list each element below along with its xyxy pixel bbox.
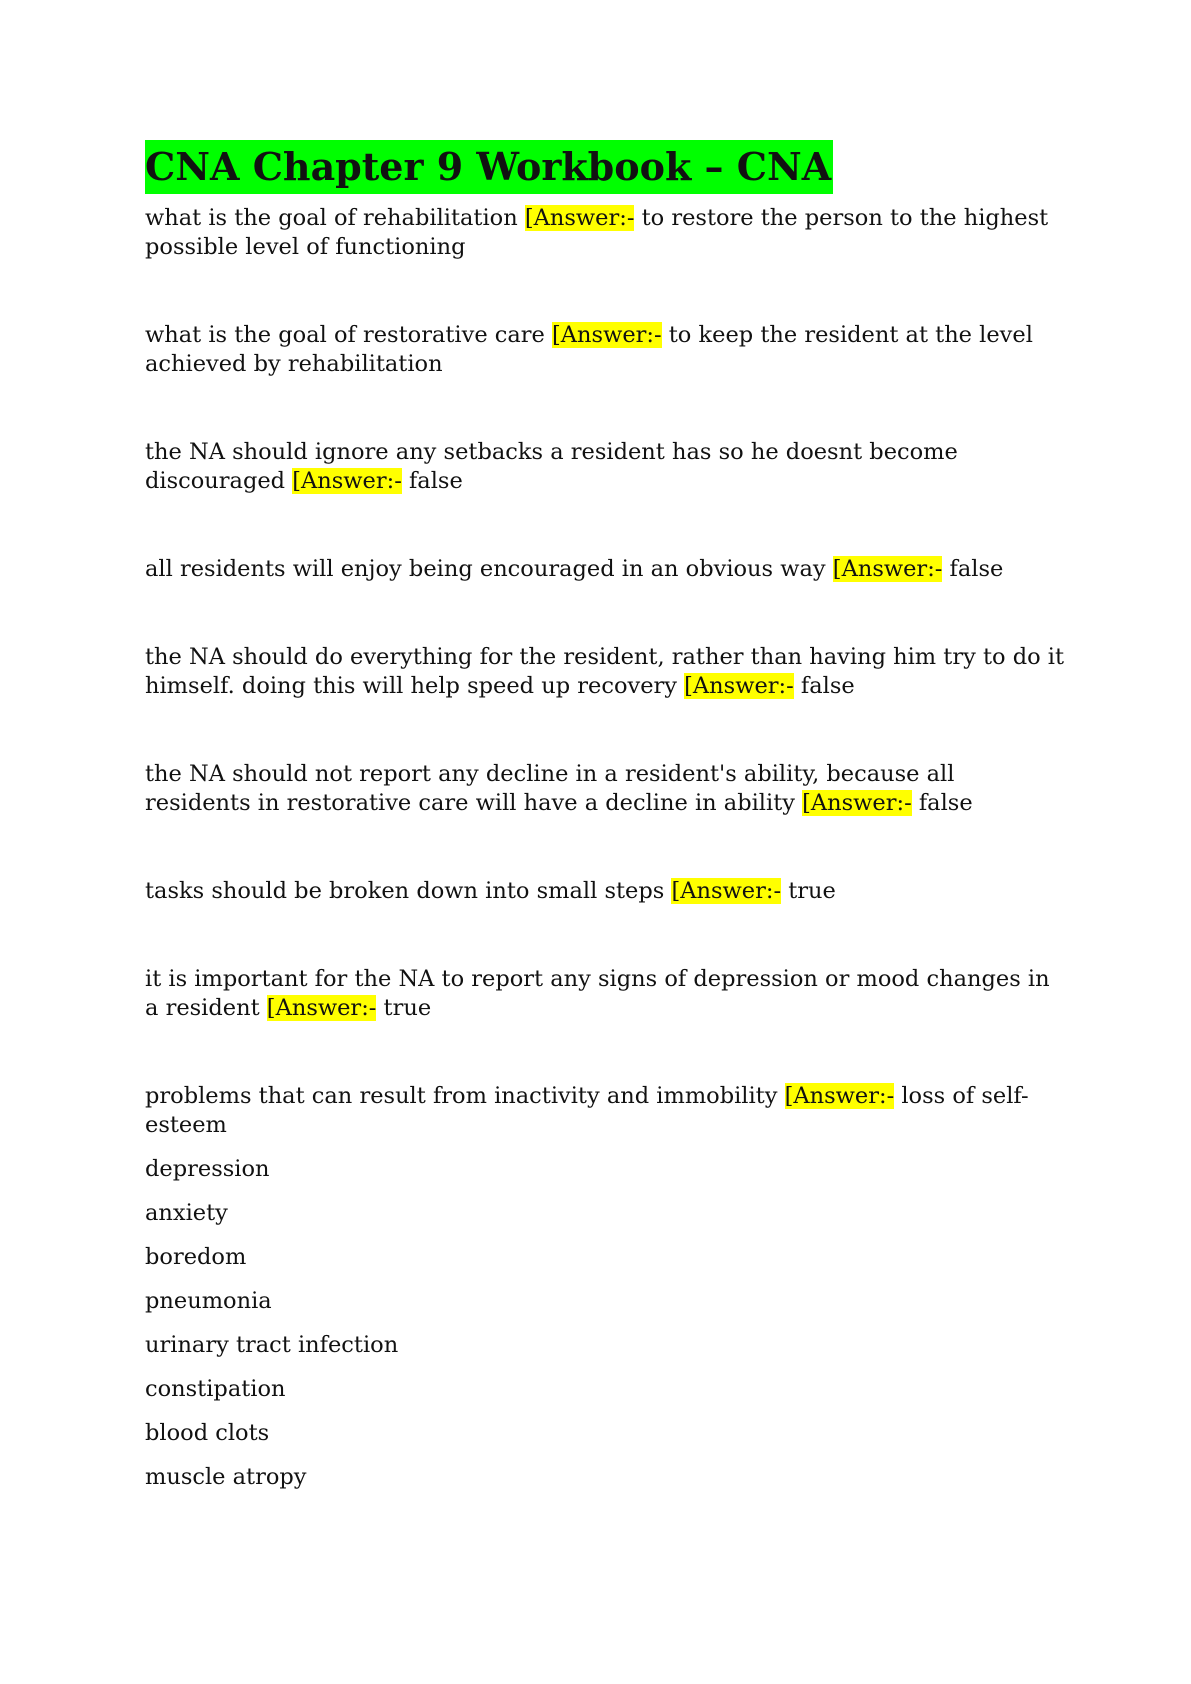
answer-text: loss of self-esteem	[145, 1083, 1029, 1138]
qa-item	[145, 204, 1065, 262]
answer-list-item: muscle atropy	[145, 1464, 307, 1490]
answer-marker: [Answer:-	[292, 468, 402, 494]
question-text: all residents will enjoy being encouraged in an obvious way	[145, 556, 826, 582]
answer-text: to keep the resident at the level achieved by rehabilitation	[145, 322, 1033, 377]
qa-item	[145, 877, 1065, 906]
qa-item	[145, 965, 1065, 1023]
answer-marker: [Answer:-	[266, 995, 377, 1021]
qa-item	[145, 438, 1065, 496]
question-text: what is the goal of restorative care	[145, 322, 545, 348]
answer-marker: [Answer:-	[832, 556, 943, 582]
question-text: the NA should ignore any setbacks a resident has so he doesnt become discouraged	[145, 439, 958, 494]
answer-text: false	[918, 790, 973, 816]
answer-list-item: anxiety	[145, 1200, 228, 1226]
answer-list-item: blood clots	[145, 1420, 270, 1446]
answer-marker: [Answer:-	[784, 1083, 895, 1109]
answer-text: false	[408, 468, 463, 494]
answer-marker: [Answer:-	[671, 878, 782, 904]
answer-list-item: depression	[145, 1156, 270, 1182]
qa-item	[145, 321, 1065, 379]
question-text: the NA should not report any decline in a resident's ability, because all residents in restorative care will have a decline in ability	[145, 761, 955, 816]
answer-marker: [Answer:-	[524, 205, 635, 231]
qa-item	[145, 643, 1065, 701]
answer-text: false	[800, 673, 855, 699]
qa-item	[145, 1082, 1065, 1140]
answer-text: to restore the person to the highest possible level of functioning	[145, 205, 1049, 260]
question-text: it is important for the NA to report any signs of depression or mood changes in a resident	[145, 966, 1050, 1021]
answer-list-item: constipation	[145, 1376, 286, 1402]
answer-text: true	[788, 878, 836, 904]
answer-marker: [Answer:-	[802, 790, 912, 816]
question-text: problems that can result from inactivity and immobility	[145, 1083, 778, 1109]
answer-marker: [Answer:-	[684, 673, 794, 699]
qa-item	[145, 555, 1065, 584]
answer-text: false	[949, 556, 1004, 582]
answer-list-item: urinary tract infection	[145, 1332, 399, 1358]
document-title: CNA Chapter 9 Workbook – CNA	[145, 140, 833, 194]
answer-list-item: boredom	[145, 1244, 247, 1270]
qa-item	[145, 760, 1065, 818]
question-text: tasks should be broken down into small steps	[145, 878, 665, 904]
question-text: what is the goal of rehabilitation	[145, 205, 518, 231]
document-page	[145, 140, 1065, 1507]
question-text: the NA should do everything for the resident, rather than having him try to do it himself. doing this will help speed up recovery	[145, 644, 1065, 699]
answer-marker: [Answer:-	[552, 322, 662, 348]
answer-list-item: pneumonia	[145, 1288, 272, 1314]
answer-text: true	[383, 995, 432, 1021]
